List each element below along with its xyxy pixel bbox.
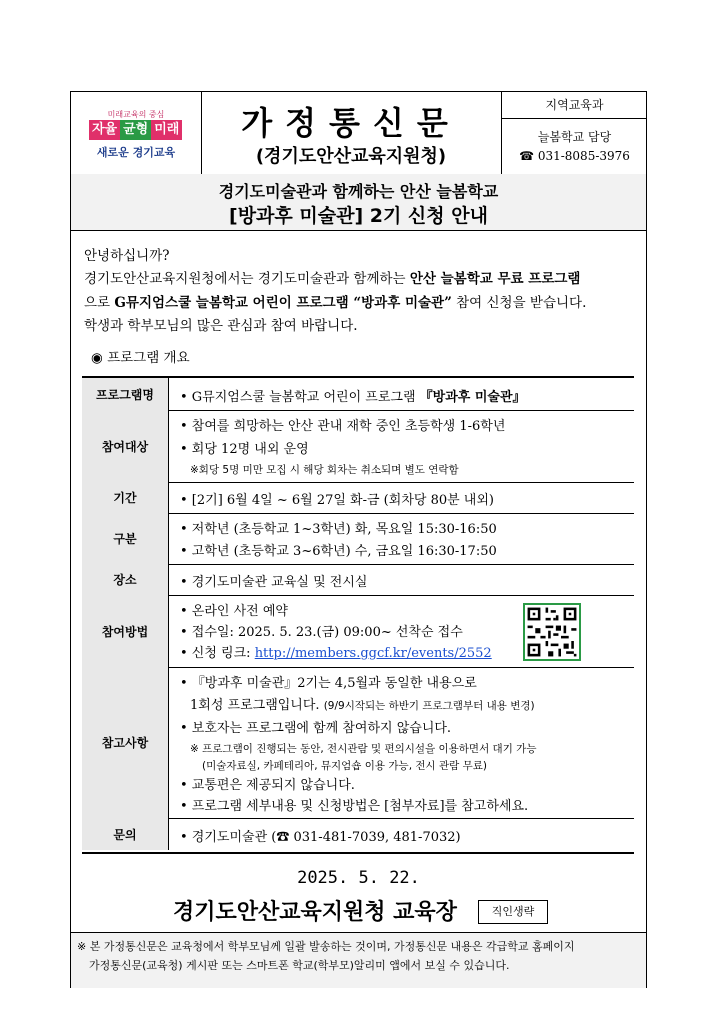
cell-line: • 회당 12명 내외 운영: [180, 442, 309, 457]
logo-tagline: 새로운 경기교육: [96, 146, 176, 159]
logo-badges: [89, 120, 182, 140]
cell-line: [180, 386, 526, 405]
row-content: [168, 482, 634, 513]
cell-line: • 참여를 희망하는 안산 관내 재학 중인 초등학생 1-6학년: [180, 419, 506, 434]
cell-line: [180, 642, 492, 661]
intro-paragraph-1: [84, 267, 580, 287]
intro-text: 참여 신청을 받습니다.: [451, 295, 587, 311]
intro-text: 으로: [84, 295, 115, 311]
intro-highlight: 안산 늘봄학교 무료 프로그램: [409, 271, 581, 287]
cell-line: [190, 694, 535, 713]
row-label: 참여방법: [82, 595, 169, 667]
logo-badge: 균형: [120, 120, 151, 140]
contact-person: 늘봄학교 담당: [537, 130, 612, 144]
row-content: [168, 378, 634, 410]
cell-line: • 온라인 사전 예약: [180, 604, 288, 619]
row-label: 참여대상: [82, 410, 169, 482]
cell-line: • 보호자는 프로그램에 함께 참여하지 않습니다.: [180, 721, 452, 736]
cell-note: ※ 프로그램이 진행되는 동안, 전시관람 및 편의시설을 이용하면서 대기 가능: [190, 743, 537, 755]
page-subtitle: (경기도안산교육지원청): [255, 146, 447, 167]
logo-badge: 자율: [89, 120, 120, 140]
title-cell: [201, 92, 501, 174]
cell-line: • 프로그램 세부내용 및 신청방법은 [첨부자료]를 참고하세요.: [180, 799, 529, 814]
cell-note: (9/9시작되는 하반기 프로그램부터 내용 변경): [323, 700, 535, 712]
logo-slogan: 미래교육의 중심: [107, 110, 165, 119]
row-label: 프로그램명: [82, 378, 169, 410]
row-content: [168, 595, 634, 667]
cell-line: • 저학년 (초등학교 1~3학년) 화, 목요일 15:30-16:50: [180, 522, 497, 537]
row-content: [168, 410, 634, 482]
table-row: [82, 513, 634, 565]
cell-text: • 신청 링크:: [180, 646, 255, 661]
row-content: [168, 513, 634, 564]
intro-highlight: G뮤지엄스쿨 늘봄학교 어린이 프로그램 “방과후 미술관”: [114, 295, 452, 311]
table-row: [82, 595, 634, 668]
intro-paragraph-3: 학생과 학부모님의 많은 관심과 참여 바랍니다.: [84, 318, 358, 334]
banner-line-2: [방과후 미술관] 2기 신청 안내: [229, 205, 488, 227]
cell-note: ※회당 5명 미만 모집 시 해당 회차는 취소되며 별도 연락함: [190, 464, 459, 476]
footer-line-2: 가정통신문(교육청) 게시판 또는 스마트폰 학교(학부모)알리미 앱에서 보실 수 있습니다.: [89, 959, 510, 972]
cell-line: • 『방과후 미술관』2기는 4,5월과 동일한 내용으로: [180, 676, 477, 691]
department-name: 지역교육과: [502, 92, 647, 119]
table-row: [82, 482, 634, 514]
footer-line-1: ※ 본 가정통신문은 교육청에서 학부모님께 일괄 발송하는 것이며, 가정통신문 내용은 각급학교 홈페이지: [77, 940, 575, 953]
page-title: 가정통신문: [241, 104, 461, 142]
intro-paragraph-2: [84, 291, 586, 311]
cell-text: 1회성 프로그램입니다.: [190, 698, 324, 713]
table-row: [82, 818, 634, 850]
seal-omitted: 직인생략: [478, 900, 548, 924]
table-row: [82, 667, 634, 819]
section-heading: ◉ 프로그램 개요: [91, 350, 190, 366]
row-label: 문의: [82, 818, 169, 850]
cell-line: • 고학년 (초등학교 3~6학년) 수, 금요일 16:30-17:50: [180, 544, 497, 559]
signature: 경기도안산교육지원청 교육장: [173, 900, 457, 925]
notice-banner: [71, 174, 646, 231]
cell-line: • 교통편은 제공되지 않습니다.: [180, 778, 355, 793]
department-info: [501, 92, 647, 174]
cell-highlight: 『방과후 미술관』: [419, 390, 526, 405]
intro-text: 경기도안산교육지원청에서는 경기도미술관과 함께하는: [84, 271, 410, 287]
cell-text: • G뮤지엄스쿨 늘봄학교 어린이 프로그램: [180, 390, 420, 405]
newsletter-frame: [70, 91, 647, 988]
cell-line: • [2기] 6월 4일 ~ 6월 27일 화-금 (회차당 80분 내외): [180, 493, 494, 508]
gyeonggi-education-logo: [71, 92, 202, 174]
row-label: 기간: [82, 482, 169, 513]
table-row: [82, 564, 634, 596]
row-label: 참고사항: [82, 667, 169, 818]
banner-line-1: 경기도미술관과 함께하는 안산 늘봄학교: [218, 182, 499, 201]
row-content: [168, 564, 634, 595]
registration-link[interactable]: http://members.ggcf.kr/events/2552: [254, 646, 492, 661]
table-row: [82, 378, 634, 411]
cell-note: (미술자료실, 카페테리아, 뮤지엄숍 이용 가능, 전시 관람 무료): [202, 760, 488, 772]
row-content: [168, 818, 634, 850]
logo-badge: 미래: [151, 120, 182, 140]
row-label: 구분: [82, 513, 169, 564]
contact-phone: ☎ 031-8085-3976: [519, 149, 630, 163]
header: [71, 92, 646, 175]
program-overview-table: [82, 376, 634, 854]
cell-line: • 경기도미술관 (☎ 031-481-7039, 481-7032): [180, 830, 461, 845]
row-label: 장소: [82, 564, 169, 595]
table-row: [82, 410, 634, 483]
qr-code-icon[interactable]: [523, 603, 581, 661]
row-content: [168, 667, 634, 818]
footer-note: [71, 932, 646, 988]
issue-date: 2025. 5. 22.: [297, 868, 420, 888]
cell-line: • 경기도미술관 교육실 및 전시실: [180, 575, 368, 590]
cell-line: • 접수일: 2025. 5. 23.(금) 09:00~ 선착순 접수: [180, 625, 463, 640]
greeting: 안녕하십니까?: [84, 248, 170, 264]
